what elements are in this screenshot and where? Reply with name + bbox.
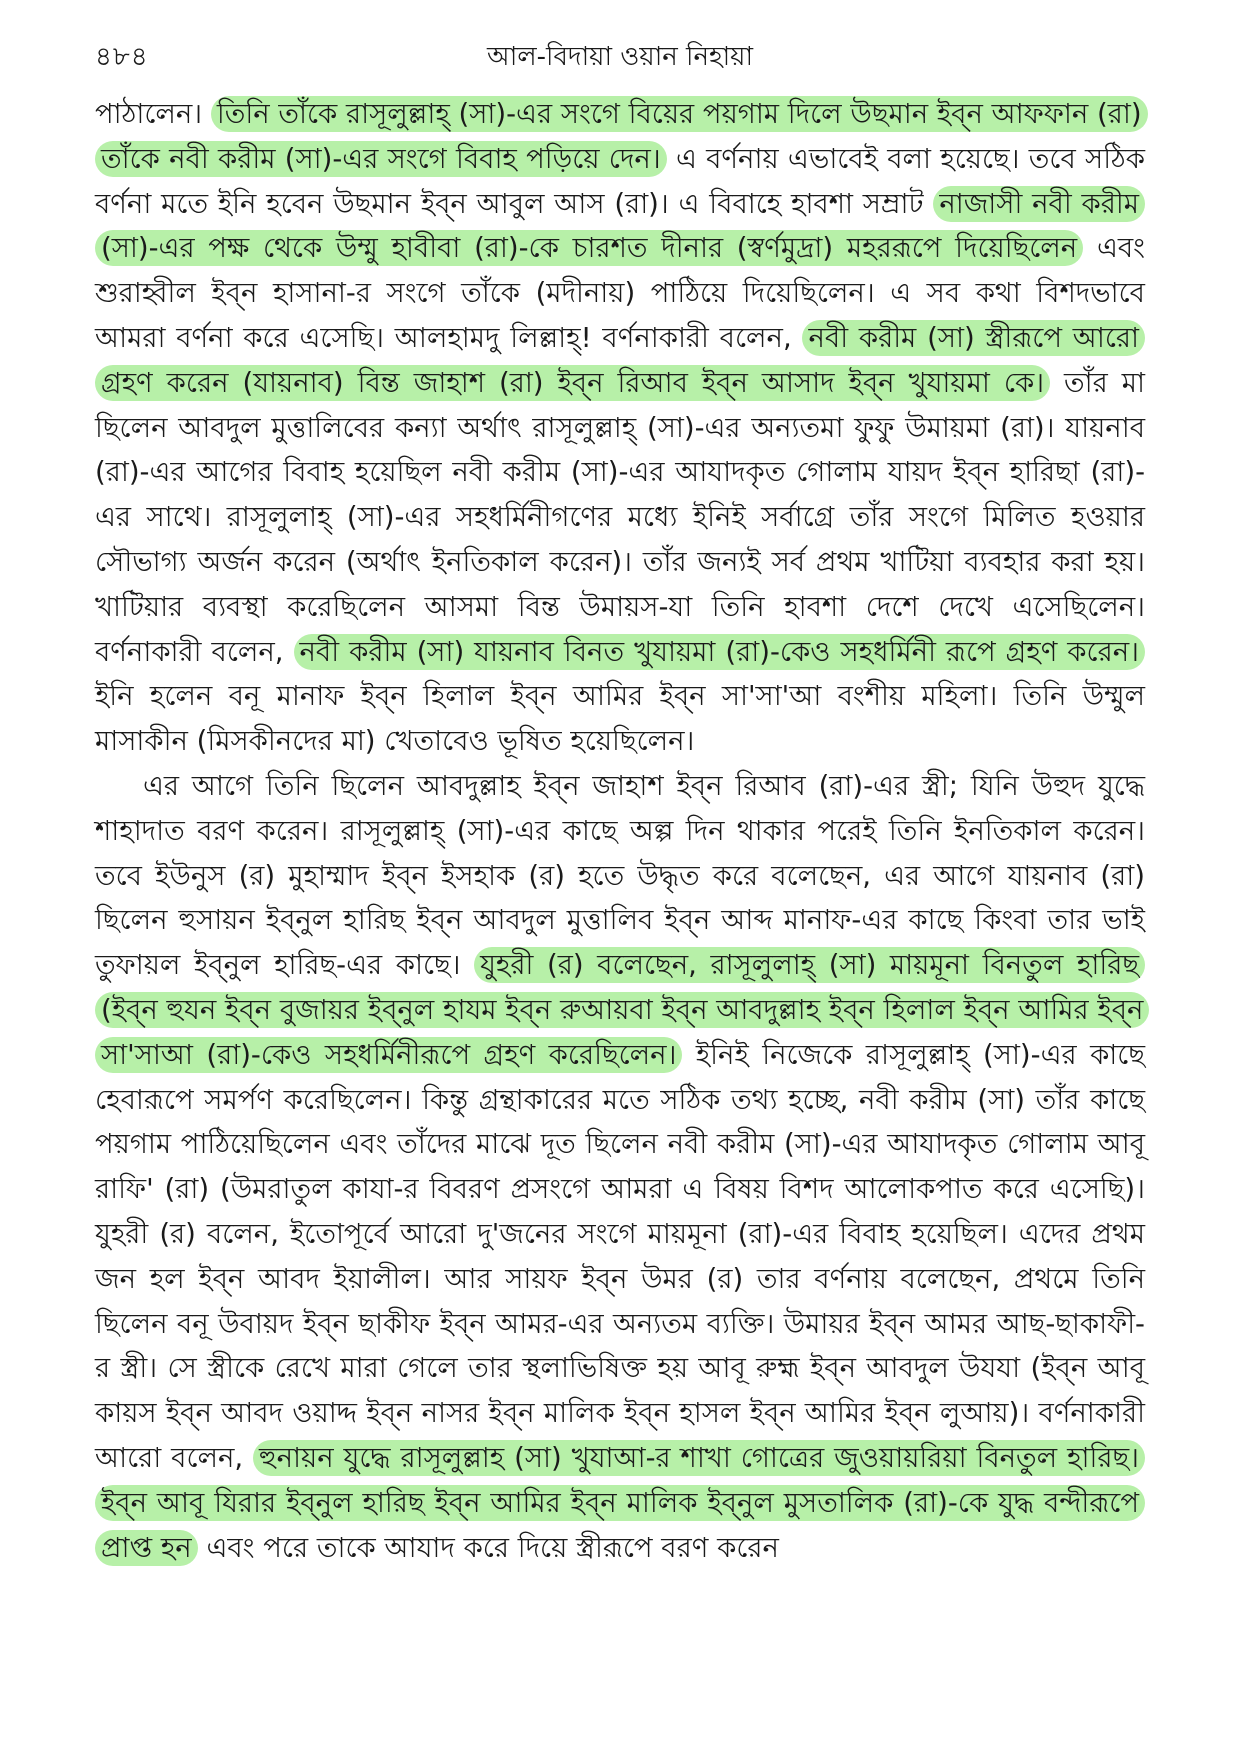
text-segment: এবং পরে তাকে আযাদ করে দিয়ে স্ত্রীরূপে বরণ করেন: [197, 1531, 779, 1564]
page-header: [95, 28, 1145, 78]
text-segment: এর আগে তিনি ছিলেন আবদুল্লাহ ইব্ন জাহাশ ইব্ন রিআব (রা)-এর স্ত্রী; যিনি উহুদ যুদ্ধে শাহাদাত বরণ করেন। রাসূলুল্লাহ্ (সা)-এর কাছে অল্প দিন থাকার পরেই তিনি ইনতিকাল করেন। তবে ইউনুস (র) মুহাম্মাদ ইব্ন ইসহাক (র) হতে উদ্ধৃত করে বলেছেন, এর আগে যায়নাব (রা) ছিলেন হুসায়ন ইব্নুল হারিছ ইব্ন আবদুল মুত্তালিব ইব্ন আব্দ মানাফ-এর কাছে কিংবা তার ভাই তুফায়ল ইব্নুল হারিছ-এর কাছে।: [95, 769, 1145, 982]
page-number: ৪৮৪: [95, 42, 149, 72]
running-title: আল-বিদায়া ওয়ান নিহায়া: [486, 42, 754, 72]
highlighted-passage: নাজাসী নবী করীম (সা)-এর পক্ষ থেকে উম্মু হাবীবা (রা)-কে চারশত দীনার (স্বর্ণমুদ্রা) মহররূপে দিয়েছিলেন: [95, 186, 1145, 267]
body-text: [95, 92, 1145, 1570]
highlighted-passage: নবী করীম (সা) স্ত্রীরূপে আরো গ্রহণ করেন (যায়নাব) বিন্ত জাহাশ (রা) ইব্ন রিআব ইব্ন আসাদ ইব্ন খুযায়মা কে।: [95, 320, 1145, 401]
text-segment: এ বর্ণনায় এভাবেই বলা হয়েছে। তবে সঠিক বর্ণনা মতে ইনি হবেন উছমান ইব্ন আবুল আস (রা)। এ বিবাহে হাবশা সম্রাট: [95, 142, 1145, 220]
highlighted-passage: যুহরী (র) বলেছেন, রাসূলুলাহ্ (সা) মায়মূনা বিনতুল হারিছ (ইব্ন হুযন ইব্ন বুজায়র ইব্নুল হাযম ইব্ন রুআয়বা ইব্ন আবদুল্লাহ ইব্ন হিলাল ইব্ন আমির ইব্ন সা'সাআ (রা)-কেও সহধর্মিনীরূপে গ্রহণ করেছিলেন।: [95, 947, 1149, 1073]
paragraph-1: [95, 92, 1145, 764]
text-segment: ইনিই নিজেকে রাসূলুল্লাহ্ (সা)-এর কাছে হেবারূপে সমর্পণ করেছিলেন। কিন্তু গ্রন্থাকারের মতে সঠিক তথ্য হচ্ছে, নবী করীম (সা) তাঁর কাছে পয়গাম পাঠিয়েছিলেন এবং তাঁদের মাঝে দূত ছিলেন নবী করীম (সা)-এর আযাদকৃত গোলাম আবূ রাফি' (রা) (উমরাতুল কাযা-র বিবরণ প্রসংগে আমরা এ বিষয় বিশদ আলোকপাত করে এসেছি)। যুহরী (র) বলেন, ইতোপূর্বে আরো দু'জনের সংগে মায়মূনা (রা)-এর বিবাহ হয়েছিল। এদের প্রথম জন হল ইব্ন আবদ ইয়ালীল। আর সায়ফ ইব্ন উমর (র) তার বর্ণনায় বলেছেন, প্রথমে তিনি ছিলেন বনূ উবায়দ ইব্ন ছাকীফ ইব্ন আমর-এর অন্যতম ব্যক্তি। উমায়র ইব্ন আমর আছ-ছাকাফী-র স্ত্রী। সে স্ত্রীকে রেখে মারা গেলে তার স্থলাভিষিক্ত হয় আবূ রুহ্ম ইব্ন আবদুল উযযা (ইব্ন আবূ কায়স ইব্ন আবদ ওয়াদ্দ ইব্ন নাসর ইব্ন মালিক ইব্ন হাসল ইব্ন আমির ইব্ন লুআয়)। বর্ণনাকারী আরো বলেন,: [95, 1038, 1145, 1474]
highlighted-passage: হুনায়ন যুদ্ধে রাসূলুল্লাহ (সা) খুযাআ-র শাখা গোত্রের জুওয়ায়রিয়া বিনতুল হারিছ। ইব্ন আবূ যিরার ইব্নুল হারিছ ইব্ন আমির ইব্ন মালিক ইব্নুল মুসতালিক (রা)-কে যুদ্ধ বন্দীরূপে প্রাপ্ত হন: [95, 1440, 1145, 1566]
text-segment: পাঠালেন।: [95, 98, 211, 130]
highlighted-passage: নবী করীম (সা) যায়নাব বিনত খুযায়মা (রা)-কেও সহধর্মিনী রূপে গ্রহণ করেন।: [294, 634, 1145, 670]
highlighted-passage: তিনি তাঁকে রাসূলুল্লাহ্ (সা)-এর সংগে বিয়ের পয়গাম দিলে উছমান ইব্ন আফফান (রা) তাঁকে নবী করীম (সা)-এর সংগে বিবাহ পড়িয়ে দেন।: [95, 96, 1148, 177]
text-segment: তাঁর মা ছিলেন আবদুল মুত্তালিবের কন্যা অর্থাৎ রাসূলুল্লাহ্ (সা)-এর অন্যতমা ফুফু উমায়মা (রা)। যায়নাব (রা)-এর আগের বিবাহ হয়েছিল নবী করীম (সা)-এর আযাদকৃত গোলাম যায়দ ইব্ন হারিছা (রা)-এর সাথে। রাসূলুলাহ্ (সা)-এর সহধর্মিনীগণের মধ্যে ইনিই সর্বাগ্রে তাঁর সংগে মিলিত হওয়ার সৌভাগ্য অর্জন করেন (অর্থাৎ ইনতিকাল করেন)। তাঁর জন্যই সর্ব প্রথম খাটিয়া ব্যবহার করা হয়। খাটিয়ার ব্যবস্থা করেছিলেন আসমা বিন্ত উমায়স-যা তিনি হাবশা দেশে দেখে এসেছিলেন। বর্ণনাকারী বলেন,: [95, 366, 1145, 668]
text-segment: ইনি হলেন বনূ মানাফ ইব্ন হিলাল ইব্ন আমির ইব্ন সা'সা'আ বংশীয় মহিলা। তিনি উম্মুল মাসাকীন (মিসকীনদের মা) খেতাবেও ভূষিত হয়েছিলেন।: [95, 680, 1145, 758]
paragraph-2: [95, 764, 1145, 1570]
text-segment: এবং শুরাহ্বীল ইব্ন হাসানা-র সংগে তাঁকে (মদীনায়) পাঠিয়ে দিয়েছিলেন। এ সব কথা বিশদভাবে আমরা বর্ণনা করে এসেছি। আলহামদু লিল্লাহ্! বর্ণনাকারী বলেন,: [95, 232, 1145, 354]
